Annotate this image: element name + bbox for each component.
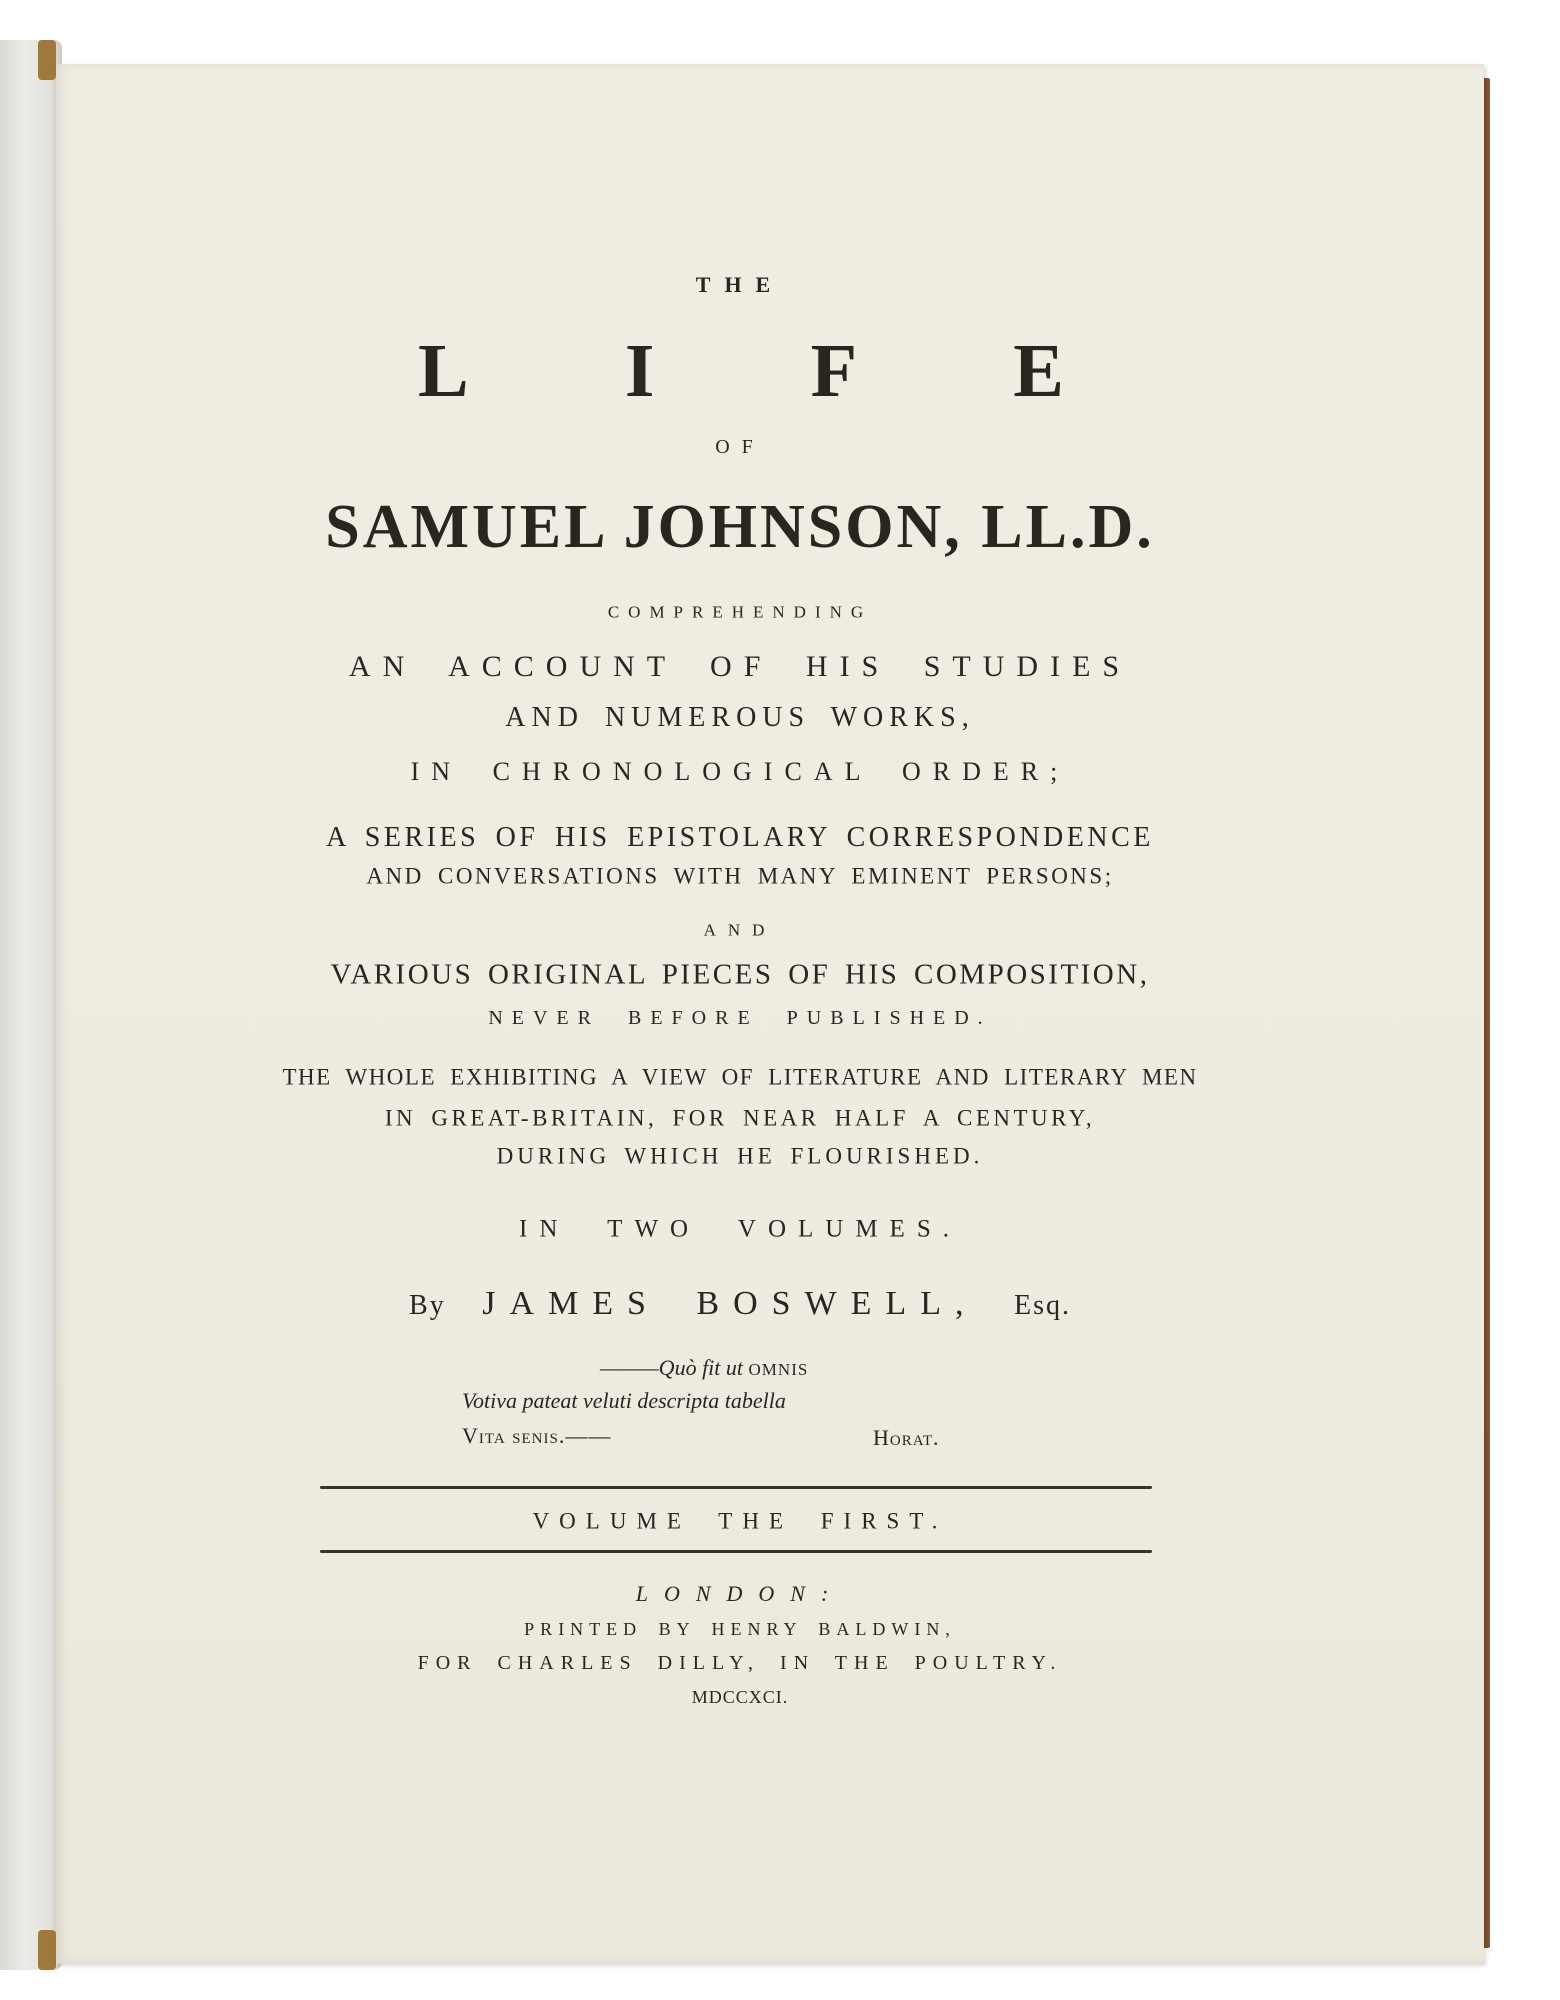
life-letter: E bbox=[1013, 329, 1064, 413]
line-and: AND bbox=[703, 920, 777, 940]
line-never: NEVER BEFORE PUBLISHED. bbox=[488, 1007, 992, 1029]
epigraph-line-1 bbox=[600, 1357, 808, 1379]
author-suffix: Esq. bbox=[1013, 1290, 1071, 1321]
title-of: OF bbox=[715, 436, 765, 458]
binding-corner bbox=[38, 40, 56, 80]
divider-rule bbox=[320, 1550, 1152, 1553]
line-volumes: IN TWO VOLUMES. bbox=[519, 1215, 961, 1243]
title-the: THE bbox=[695, 272, 785, 297]
imprint-printer: PRINTED BY HENRY BALDWIN, bbox=[524, 1619, 956, 1639]
comprehending: COMPREHENDING bbox=[607, 602, 873, 622]
line-account: AN ACCOUNT OF HIS STUDIES bbox=[348, 650, 1132, 683]
line-various: VARIOUS ORIGINAL PIECES OF HIS COMPOSITION, bbox=[330, 958, 1150, 991]
epigraph-italic: ———Quò fit ut bbox=[600, 1355, 744, 1380]
line-numerous: AND NUMEROUS WORKS, bbox=[505, 702, 975, 733]
title-life bbox=[418, 329, 1064, 413]
author-line bbox=[409, 1287, 1071, 1321]
by-prefix: By bbox=[409, 1290, 446, 1321]
life-letter: I bbox=[624, 329, 655, 413]
line-series: A SERIES OF HIS EPISTOLARY CORRESPONDENCE bbox=[326, 822, 1154, 853]
line-chronological: IN CHRONOLOGICAL ORDER; bbox=[410, 757, 1070, 786]
imprint-city: LONDON: bbox=[635, 1581, 845, 1606]
volume-label: VOLUME THE FIRST. bbox=[532, 1508, 948, 1534]
line-whole: THE WHOLE EXHIBITING A VIEW OF LITERATURE AND LITERARY MEN bbox=[282, 1064, 1198, 1090]
life-letter: L bbox=[418, 329, 469, 413]
binding-corner bbox=[38, 1930, 56, 1970]
epigraph-attribution: Horat. bbox=[873, 1425, 940, 1450]
subject-name: SAMUEL JOHNSON, LL.D. bbox=[325, 493, 1155, 561]
epigraph-caps: OMNIS bbox=[748, 1360, 809, 1379]
line-great-britain: IN GREAT-BRITAIN, FOR NEAR HALF A CENTURY, bbox=[384, 1105, 1096, 1131]
line-during: DURING WHICH HE FLOURISHED. bbox=[496, 1143, 984, 1169]
author-name: JAMES BOSWELL, bbox=[482, 1285, 978, 1322]
imprint-year: MDCCXCI. bbox=[691, 1687, 789, 1707]
facing-page-edge bbox=[0, 40, 62, 1970]
imprint-publisher: FOR CHARLES DILLY, IN THE POULTRY. bbox=[417, 1652, 1063, 1674]
divider-rule bbox=[320, 1486, 1152, 1489]
epigraph-line-2: Votiva pateat veluti descripta tabella bbox=[462, 1388, 786, 1413]
line-conversations: AND CONVERSATIONS WITH MANY EMINENT PERSONS; bbox=[366, 863, 1114, 889]
epigraph-line-3: Vita senis.—— bbox=[462, 1423, 612, 1448]
life-letter: F bbox=[810, 329, 858, 413]
